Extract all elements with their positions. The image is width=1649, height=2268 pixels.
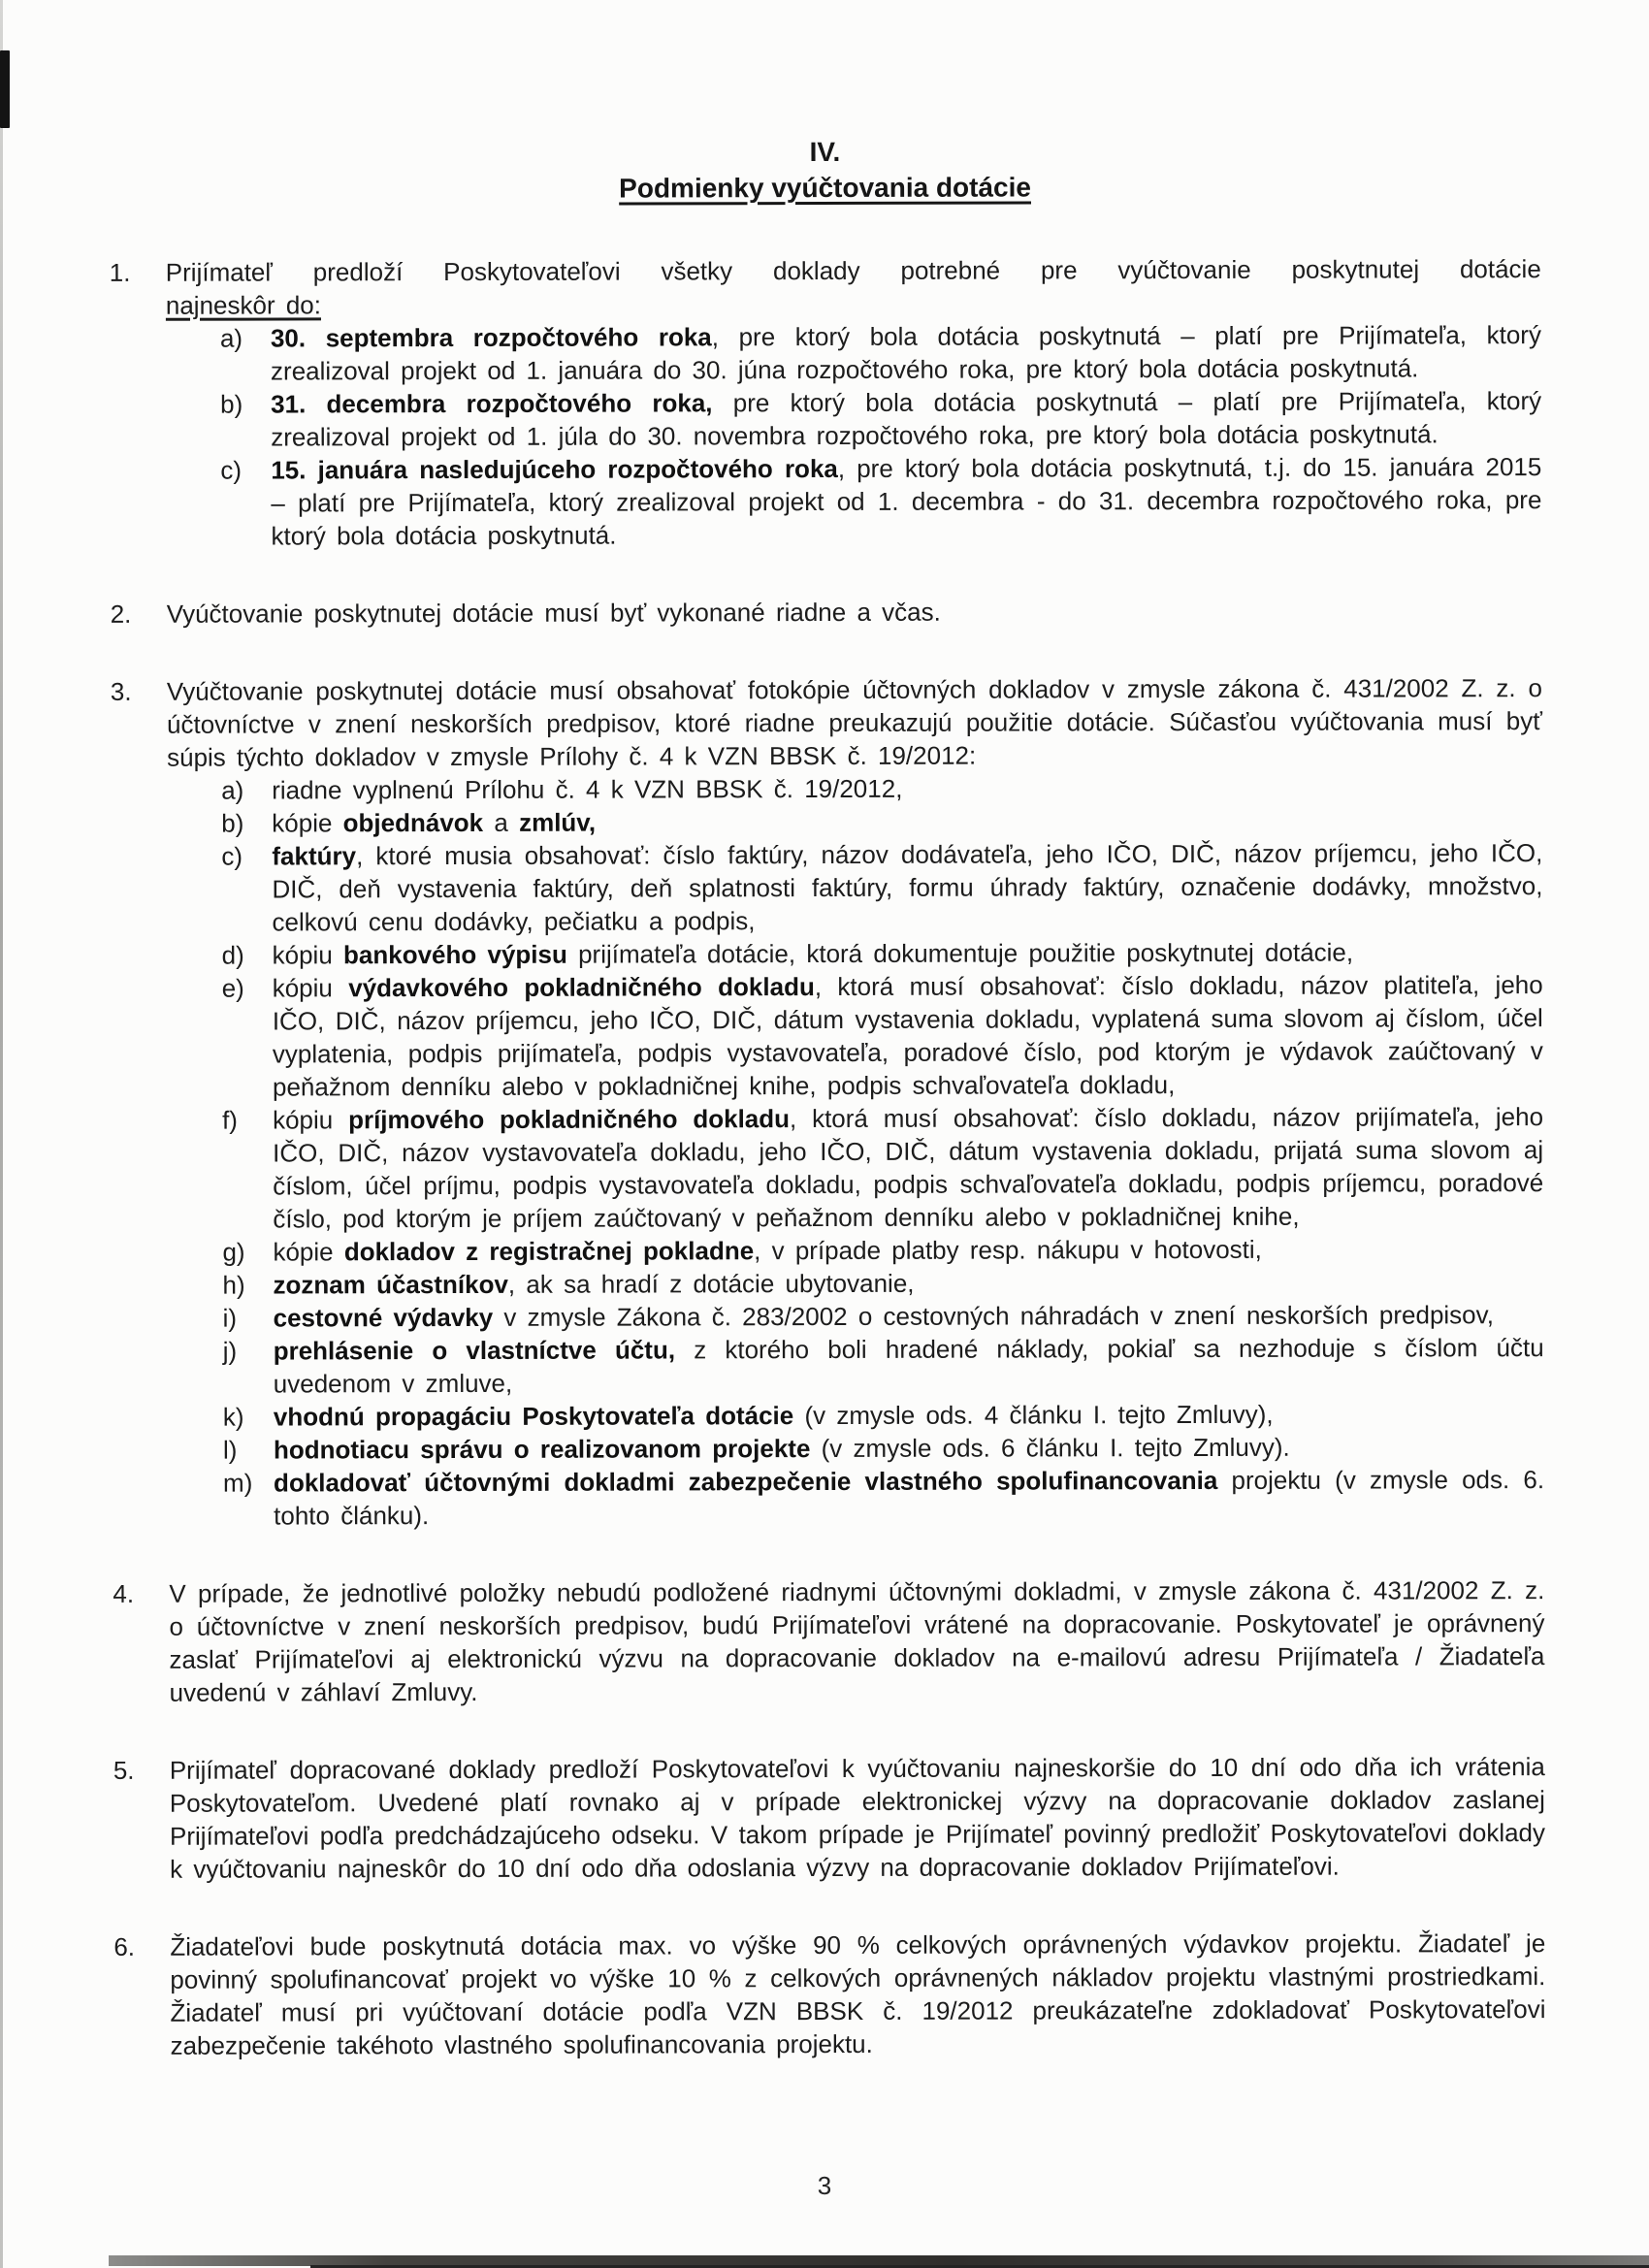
- sub-list-item: [169, 1430, 1544, 1467]
- document-content: [109, 132, 1545, 2062]
- scan-ink-mark: [0, 50, 10, 128]
- item-paragraph: Vyúčtovanie poskytnutej dotácie musí byť vykonané riadne a včas.: [166, 597, 941, 629]
- subitem-paragraph: prehlásenie o vlastníctve účtu, z ktorého boli hradené náklady, pokiaľ sa nezhoduje s číslom účtu uvedenom v zmluve,: [273, 1333, 1544, 1399]
- item-number: 1.: [109, 257, 131, 287]
- subitem-letter: k): [222, 1402, 244, 1432]
- section-title: Podmienky vyúčtovania dotácie: [619, 172, 1031, 204]
- subitem-paragraph: zoznam účastníkov, ak sa hradí z dotácie ubytovanie,: [273, 1268, 915, 1300]
- subitem-paragraph: 15. januára nasledujúceho rozpočtového roka, pre ktorý bola dotácia poskytnutá, t.j. do 15. januára 2015 – platí pre Prijímateľa, ktorý zrealizoval projekt od 1. decembra - do 31. decembra rozpočtového roka, pre ktorý bola dotácia poskytnutá.: [271, 452, 1542, 551]
- sub-list-item: [166, 384, 1541, 454]
- item-body: [167, 671, 1544, 1533]
- sub-list: [166, 318, 1542, 553]
- item-number: 6.: [113, 1931, 136, 1961]
- item-paragraph: Prijímateľ predloží Poskytovateľovi všetky doklady potrebné pre vyúčtovanie poskytnutej dotácie najneskôr do:: [165, 254, 1541, 320]
- subitem-letter: c): [220, 455, 242, 485]
- subitem-letter: b): [220, 389, 243, 419]
- subitem-paragraph: dokladovať účtovnými dokladmi zabezpečenie vlastného spolufinancovania projektu (v zmysle ods. 6. tohto článku).: [273, 1465, 1545, 1531]
- item-body: [166, 252, 1542, 553]
- list-item: [111, 594, 1542, 631]
- subitem-paragraph: riadne vyplnenú Prílohu č. 4 k VZN BBSK č. 19/2012,: [272, 773, 903, 805]
- subitem-letter: c): [221, 841, 243, 871]
- subitem-paragraph: hodnotiacu správu o realizovanom projekte (v zmysle ods. 6 článku I. tejto Zmluvy).: [273, 1432, 1290, 1465]
- sub-list-item: [169, 1331, 1544, 1401]
- subitem-paragraph: 30. septembra rozpočtového roka, pre ktorý bola dotácia poskytnutá – platí pre Prijímateľa, ktorý zrealizoval projekt od 1. januára do 30. júna rozpočtového roka, pre ktorý bola dotácia poskytnutá.: [270, 320, 1541, 386]
- subitem-paragraph: cestovné výdavky v zmysle Zákona č. 283/2002 o cestovných náhradách v znení neskorších predpisov,: [273, 1300, 1494, 1333]
- scan-edge-shadow: [0, 0, 3, 2268]
- subitem-paragraph: kópiu výdavkového pokladničného dokladu, ktorá musí obsahovať: číslo dokladu, názov platiteľa, jeho IČO, DIČ, názov príjemcu, jeho IČO, DIČ, dátum vystavenia dokladu, vyplatená suma slovom aj číslom, účel vyplatenia, podpis prijímateľa, podpis vystavovateľa, poradové číslo, pod ktorým je výdavok zaúčtovaný v peňažnom denníku alebo v pokladničnej knihe, podpis schvaľovateľa dokladu,: [272, 970, 1543, 1102]
- list-item: [110, 252, 1542, 553]
- subitem-letter: a): [221, 775, 244, 805]
- sub-list-item: [169, 1397, 1544, 1434]
- item-number: 2.: [110, 599, 132, 629]
- subitem-paragraph: 31. decembra rozpočtového roka, pre ktorý bola dotácia poskytnutá – platí pre Prijímateľa, ktorý zrealizoval projekt od 1. júla do 30. novembra rozpočtového roka, pre ktorý bola dotácia poskytnutá.: [271, 386, 1542, 452]
- subitem-paragraph: faktúry, ktoré musia obsahovať: číslo faktúry, názov dodávateľa, jeho IČO, DIČ, názov príjemcu, jeho IČO, DIČ, deň vystavenia faktúry, deň splatnosti faktúry, formu úhrady faktúry, označenie dodávky, množstvo, celkovú cenu dodávky, pečiatku a podpis,: [272, 838, 1543, 937]
- item-body: [169, 1573, 1544, 1709]
- item-paragraph: Prijímateľ dopracované doklady predloží Poskytovateľovi k vyúčtovaniu najneskoršie do 10 dní odo dňa ich vrátenia Poskytovateľom. Uvedené platí rovnako aj v prípade elektronickej výzvy na dopracovanie dokladov zaslanej Prijímateľovi podľa predchádzajúceho odseku. V takom prípade je Prijímateľ povinný predložiť Poskytovateľovi doklady k vyúčtovaniu najneskôr do 10 dní odo dňa odoslania výzvy na dopracovanie dokladov Prijímateľovi.: [169, 1752, 1546, 1884]
- item-number: 4.: [113, 1578, 135, 1608]
- subitem-letter: h): [222, 1270, 245, 1300]
- sub-list-item: [167, 770, 1542, 807]
- subitem-paragraph: kópiu príjmového pokladničného dokladu, ktorá musí obsahovať: číslo dokladu, názov prijímateľa, jeho IČO, DIČ, názov vystavovateľa dokladu, jeho IČO, DIČ, dátum vystavenia dokladu, prijatá suma slovom aj číslom, účel príjmu, podpis vystavovateľa dokladu, podpis schvaľovateľa dokladu, podpis príjemcu, poradové číslo, pod ktorým je príjem zaúčtovaný v peňažnom denníku alebo v pokladničnej knihe,: [273, 1102, 1544, 1234]
- list-item: [113, 1750, 1545, 1886]
- subitem-letter: j): [222, 1336, 238, 1366]
- sub-list-item: [167, 836, 1542, 939]
- subitem-letter: g): [222, 1237, 245, 1267]
- sub-list-item: [168, 935, 1543, 972]
- item-number: 5.: [113, 1755, 135, 1785]
- subitem-letter: f): [222, 1105, 238, 1135]
- item-number: 3.: [110, 676, 132, 706]
- sub-list-item: [166, 450, 1541, 553]
- item-body: [170, 1750, 1545, 1886]
- sub-list-item: [168, 1265, 1543, 1302]
- subitem-letter: l): [222, 1435, 238, 1465]
- page-number: 3: [817, 2171, 832, 2200]
- sub-list-item: [169, 1298, 1544, 1335]
- item-paragraph: Žiadateľovi bude poskytnutá dotácia max. vo výške 90 % celkových oprávnených výdavkov projektu. Žiadateľ je povinný spolufinancovať projekt vo výške 10 % z celkových oprávnených nákladov projektu vlastnými prostriedkami. Žiadateľ musí pri vyúčtovaní dotácie podľa VZN BBSK č. 19/2012 preukázateľne zdokladovať Poskytovateľovi zabezpečenie takéhoto vlastného spolufinancovania projektu.: [170, 1928, 1546, 2060]
- list-item: [113, 1927, 1545, 2062]
- list-item: [113, 1573, 1544, 1709]
- sub-list-item: [168, 968, 1543, 1104]
- subitem-letter: b): [221, 808, 244, 838]
- sub-list: [167, 770, 1544, 1533]
- list-item: [111, 671, 1544, 1533]
- sub-list-item: [168, 1232, 1543, 1269]
- section-heading: [109, 132, 1540, 208]
- subitem-paragraph: kópie dokladov z registračnej pokladne, v prípade platby resp. nákupu v hotovosti,: [273, 1234, 1262, 1267]
- subitem-paragraph: kópie objednávok a zmlúv,: [272, 807, 597, 838]
- item-paragraph: Vyúčtovanie poskytnutej dotácie musí obsahovať fotokópie účtovných dokladov v zmysle zákona č. 431/2002 Z. z. o účtovníctve v znení neskorších predpisov, ktoré riadne preukazujú použitie dotácie. Súčasťou vyúčtovania musí byť súpis týchto dokladov v zmysle Prílohy č. 4 k VZN BBSK č. 19/2012:: [166, 673, 1543, 772]
- conditions-list: [110, 252, 1546, 2062]
- item-paragraph: V prípade, že jednotlivé položky nebudú podložené riadnymi účtovnými dokladmi, v zmysle zákona č. 431/2002 Z. z. o účtovníctve v znení neskorších predpisov, budú Prijímateľovi vrátené na dopracovanie. Poskytovateľ je oprávnený zaslať Prijímateľovi aj elektronickú výzvu na dopracovanie dokladov na e-mailovú adresu Prijímateľa / Žiadateľa uvedenú v záhlaví Zmluvy.: [169, 1575, 1545, 1707]
- subitem-paragraph: vhodnú propagáciu Poskytovateľa dotácie (v zmysle ods. 4 článku I. tejto Zmluvy),: [273, 1399, 1274, 1432]
- subitem-letter: m): [222, 1468, 253, 1498]
- sub-list-item: [166, 318, 1541, 388]
- item-body: [167, 594, 1542, 631]
- sub-list-item: [168, 1100, 1543, 1236]
- section-number: IV.: [809, 136, 841, 168]
- subitem-letter: i): [222, 1303, 238, 1333]
- sub-list-item: [169, 1463, 1544, 1533]
- sub-list-item: [167, 803, 1542, 840]
- subitem-paragraph: kópiu bankového výpisu prijímateľa dotácie, ktorá dokumentuje použitie poskytnutej dotácie,: [272, 937, 1354, 970]
- subitem-letter: a): [219, 323, 243, 353]
- subitem-letter: e): [221, 973, 244, 1003]
- subitem-letter: d): [221, 940, 244, 970]
- item-body: [170, 1927, 1545, 2062]
